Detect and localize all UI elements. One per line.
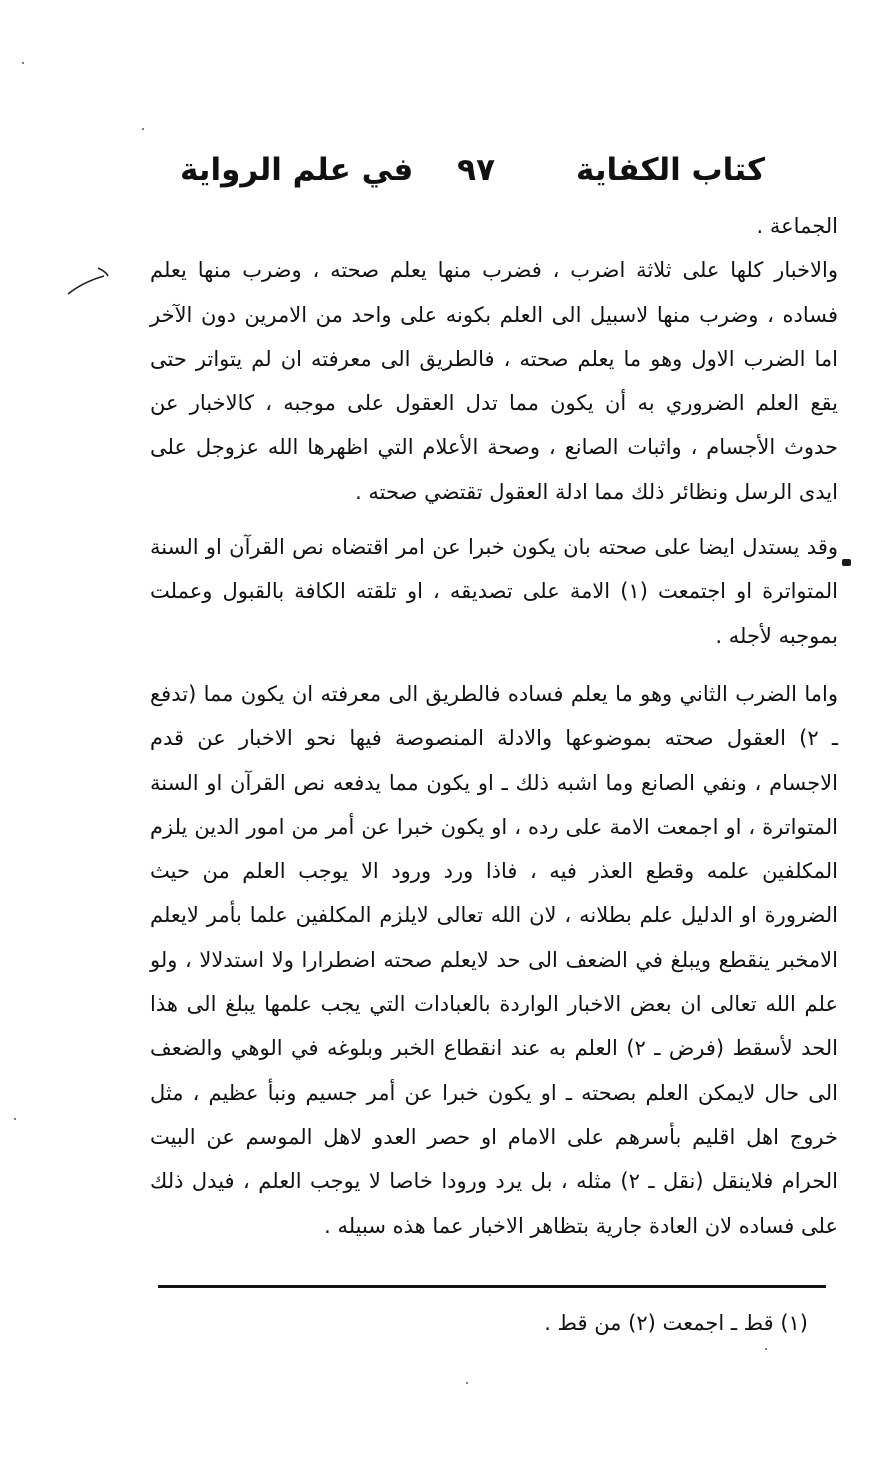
- handwritten-pen-mark-icon: [64, 262, 112, 298]
- body-text: [150, 204, 838, 1248]
- paragraph-second-kind: واما الضرب الثاني وهو ما يعلم فساده فالطريق الى معرفته ان يكون مما (تدفع ـ ٢) العقول صحته بموضوعها والادلة المنصوصة فيها نحو الاخبار عن قدم الاجسام ، ونفي الصانع وما اشبه ذلك ـ او يكون مما يدفعه نص القرآن او السنة المتواترة ، او اجمعت الامة على رده ، او يكون خبرا عن أمر من امور الدين يلزم المكلفين علمه وقطع العذر فيه ، فاذا ورد ورود الا يوجب العلم من حيث الضرورة او الدليل علم بطلانه ، لان الله تعالى لايلزم المكلفين علما بأمر لايعلم الامخبر ينقطع ويبلغ في الضعف الى حد لايعلم صحته اضطرارا ولا استدلالا ، ولو علم الله تعالى ان بعض الاخبار الواردة بالعبادات التي يجب علمها يبلغ الى هذا الحد لأسقط (فرض ـ ٢) العلم به عند انقطاع الخبر وبلوغه في الوهي والضعف الى حال لايمكن العلم بصحته ـ او يكون خبرا عن أمر جسيم ونبأ عظيم ، مثل خروج اهل اقليم بأسرهم على الامام او حصر العدو لاهل الموسم عن البيت الحرام فلاينقل (نقل ـ ٢) مثله ، بل يرد ورودا خاصا لا يوجب العلم ، فيدل ذلك على فساده لان العادة جارية بتظاهر الاخبار عما هذه سبيله .: [150, 681, 838, 1238]
- ink-blot-icon: [842, 559, 851, 566]
- book-title: كتاب الكفاية: [576, 152, 765, 188]
- scan-speck: [466, 1382, 468, 1384]
- scan-speck: [14, 1118, 16, 1120]
- footnote-divider: [158, 1285, 826, 1288]
- paragraph-continuation: الجماعة .: [756, 214, 838, 238]
- scan-speck: [142, 128, 144, 130]
- section-subtitle: في علم الرواية: [180, 152, 414, 188]
- paragraph-kinds-of-reports: والاخبار كلها على ثلاثة اضرب ، فضرب منها يعلم صحته ، وضرب منها يعلم فساده ، وضرب منها لاسبيل الى العلم بكونه على واحد من الامرين دون الآخر اما الضرب الاول وهو ما يعلم صحته ، فالطريق الى معرفته ان لم يتواتر حتى يقع العلم الضروري به أن يكون مما تدل العقول على موجبه ، كالاخبار عن حدوث الأجسام ، واثبات الصانع ، وصحة الأعلام التي اظهرها الله عزوجل على ايدى الرسل ونظائر ذلك مما ادلة العقول تقتضي صحته .: [150, 258, 838, 504]
- scan-speck: [765, 1348, 767, 1350]
- page-number: ٩٧: [457, 152, 495, 188]
- footnote: (١) قط ـ اجمعت (٢) من قط .: [544, 1311, 808, 1335]
- paragraph-evidence: وقد يستدل ايضا على صحته بان يكون خبرا عن امر اقتضاه نص القرآن او السنة المتواترة او اجتمعت (١) الامة على تصديقه ، او تلقته الكافة بالقبول وعملت بموجبه لأجله .: [150, 535, 838, 648]
- scan-speck: [22, 62, 24, 64]
- running-header: [180, 152, 765, 200]
